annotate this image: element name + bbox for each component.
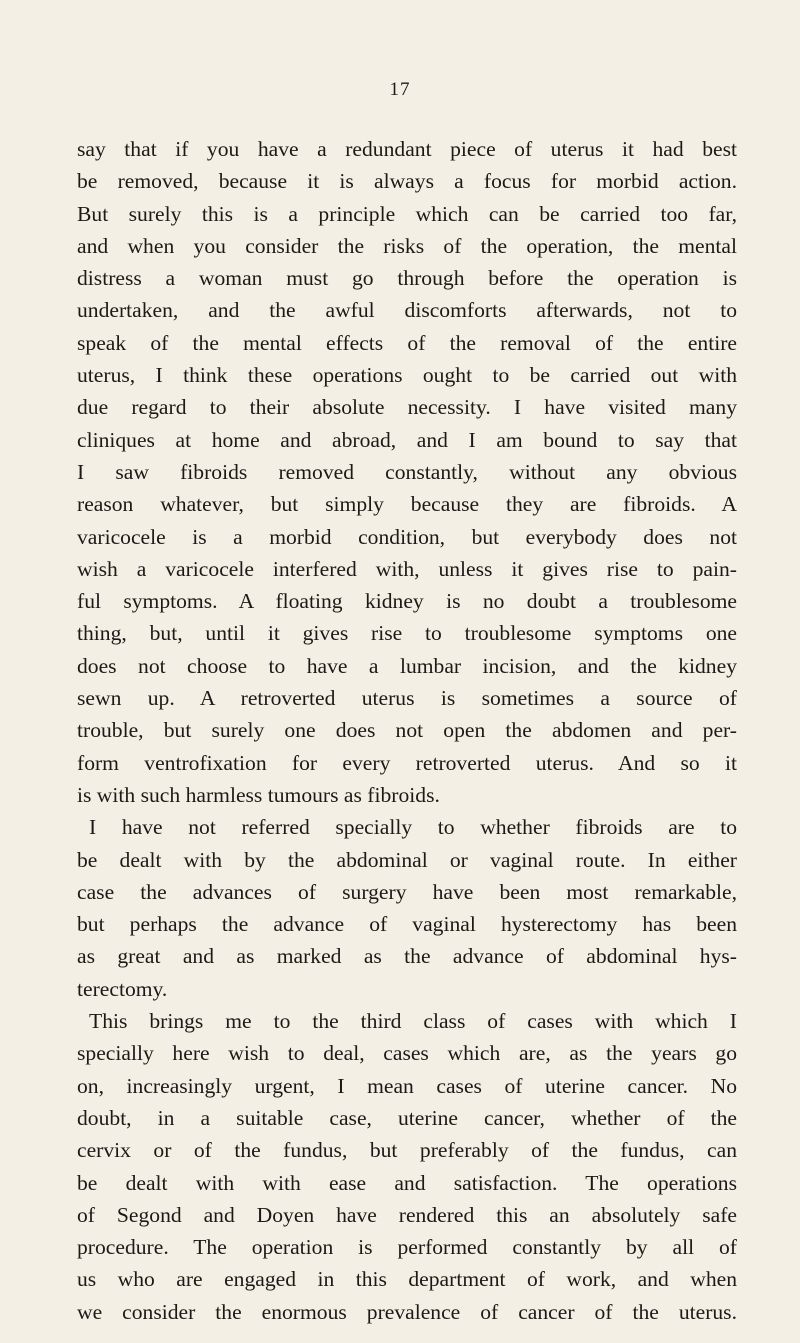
text-line: due regard to their absolute necessity. I have visited many	[77, 395, 737, 420]
text-line: cervix or of the fundus, but preferably of the fundus, can	[77, 1138, 737, 1163]
text-line: be dealt with by the abdominal or vaginal route. In either	[77, 847, 737, 872]
text-line: But surely this is a principle which can be carried too far,	[77, 201, 737, 226]
text-line: and when you consider the risks of the operation, the mental	[77, 233, 737, 258]
text-line: case the advances of surgery have been most remarkable,	[77, 879, 737, 904]
text-line: speak of the mental effects of the removal of the entire	[77, 330, 737, 355]
text-line: as great and as marked as the advance of abdominal hys-	[77, 944, 737, 969]
page-number: 17	[389, 79, 411, 100]
text-line: say that if you have a redundant piece of uterus it had best	[77, 137, 737, 161]
text-line: on, increasingly urgent, I mean cases of uterine cancer. No	[77, 1073, 737, 1098]
text-line: be removed, because it is always a focus for morbid action.	[77, 169, 737, 194]
text-line: uterus, I think these operations ought to be carried out with	[77, 363, 737, 388]
text-line: terectomy.	[77, 976, 168, 1001]
text-line: does not choose to have a lumbar incision, and the kidney	[77, 653, 737, 678]
text-line: doubt, in a suitable case, uterine cancer, whether of the	[77, 1105, 737, 1130]
text-line: trouble, but surely one does not open the abdomen and per-	[77, 718, 737, 743]
text-line: undertaken, and the awful discomforts afterwards, not to	[77, 298, 737, 323]
text-line: we consider the enormous prevalence of cancer of the uterus.	[77, 1299, 737, 1324]
text-line: is with such harmless tumours as fibroids.	[77, 782, 440, 807]
text-line: wish a varicocele interfered with, unless it gives rise to pain-	[77, 556, 737, 581]
text-line: be dealt with with ease and satisfaction. The operations	[77, 1170, 737, 1195]
text-line: form ventrofixation for every retroverted uterus. And so it	[77, 750, 737, 775]
text-line: us who are engaged in this department of work, and when	[77, 1267, 737, 1292]
text-line: This brings me to the third class of cases with which I	[89, 1009, 737, 1034]
text-line: ful symptoms. A floating kidney is no doubt a troublesome	[77, 589, 737, 614]
text-line: procedure. The operation is performed constantly by all of	[77, 1235, 737, 1260]
text-line: I have not referred specially to whether fibroids are to	[89, 815, 737, 840]
text-line: thing, but, until it gives rise to troublesome symptoms one	[77, 621, 737, 646]
text-line: I saw fibroids removed constantly, without any obvious	[77, 459, 737, 484]
text-line: distress a woman must go through before the operation is	[77, 266, 737, 291]
text-line: cliniques at home and abroad, and I am bound to say that	[77, 427, 737, 452]
body-text	[77, 133, 737, 1328]
text-line: sewn up. A retroverted uterus is sometimes a source of	[77, 686, 737, 711]
text-line: specially here wish to deal, cases which are, as the years go	[77, 1041, 737, 1066]
text-line: but perhaps the advance of vaginal hysterectomy has been	[77, 912, 737, 937]
text-line: varicocele is a morbid condition, but everybody does not	[77, 524, 737, 549]
text-line: reason whatever, but simply because they are fibroids. A	[77, 492, 737, 517]
text-line: of Segond and Doyen have rendered this an absolutely safe	[77, 1202, 737, 1227]
